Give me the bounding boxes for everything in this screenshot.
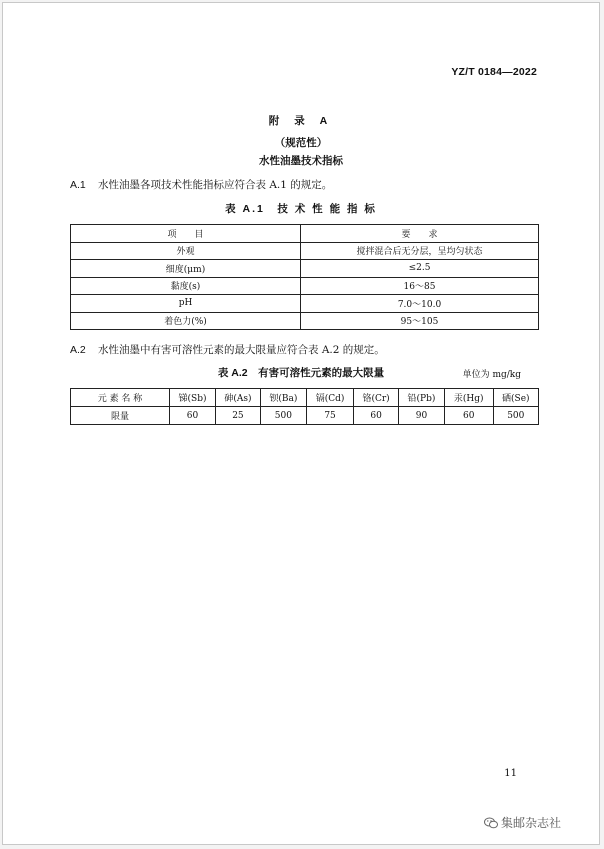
appendix-title: 附 录 A: [268, 115, 334, 127]
appendix-subject: 水性油墨技术指标: [259, 155, 343, 167]
table-cell: 着色力(%): [71, 312, 301, 330]
table-header-cell: 硒(Se): [493, 389, 538, 407]
table-cell: 90: [399, 407, 445, 425]
table-cell: 60: [354, 407, 399, 425]
watermark-text: 集邮杂志社: [501, 816, 562, 830]
table-cell: 95～105: [301, 312, 539, 330]
table-cell: 500: [260, 407, 306, 425]
table-cell: 25: [216, 407, 261, 425]
table-cell: pH: [71, 295, 301, 313]
table-header-cell: 元 素 名 称: [71, 389, 170, 407]
table-cell: 60: [444, 407, 493, 425]
table-header-cell: 砷(As): [216, 389, 261, 407]
clause-number: A.1: [70, 179, 86, 191]
table-a2-unit: 单位为 mg/kg: [462, 370, 521, 380]
clause-a1: [70, 177, 332, 192]
table-row: [71, 242, 539, 260]
table-row: [71, 260, 539, 278]
table-cell: 16～85: [301, 277, 539, 295]
table-header-cell: 锑(Sb): [170, 389, 216, 407]
table-cell: 500: [493, 407, 538, 425]
table-header-cell: 铅(Pb): [399, 389, 445, 407]
table-header-cell: 镉(Cd): [306, 389, 353, 407]
wechat-icon: [484, 817, 498, 829]
table-row: [71, 407, 539, 425]
appendix-nature: （规范性）: [274, 137, 328, 149]
table-header-cell: 铬(Cr): [354, 389, 399, 407]
table-a1-caption: 表 A.1 技 术 性 能 指 标: [225, 203, 377, 215]
table-a1: [70, 224, 539, 330]
table-cell: 75: [306, 407, 353, 425]
table-header-cell: 要 求: [301, 225, 539, 243]
table-cell: 7.0～10.0: [301, 295, 539, 313]
table-header-cell: 钡(Ba): [260, 389, 306, 407]
table-row: [71, 295, 539, 313]
table-header-row: [71, 225, 539, 243]
table-cell: 细度(μm): [71, 260, 301, 278]
page-number: 11: [504, 768, 517, 779]
document-page: [2, 2, 600, 845]
table-a2: [70, 388, 539, 425]
clause-number: A.2: [70, 344, 86, 356]
table-cell: 黏度(s): [71, 277, 301, 295]
table-cell: 搅拌混合后无分层，呈均匀状态: [301, 242, 539, 260]
table-cell: ≤2.5: [301, 260, 539, 278]
table-row: [71, 277, 539, 295]
clause-a2: [70, 342, 385, 357]
clause-text: 水性油墨各项技术性能指标应符合表 A.1 的规定。: [98, 179, 333, 191]
table-header-cell: 项 目: [71, 225, 301, 243]
watermark: [484, 814, 561, 831]
table-a2-caption: 表 A.2 有害可溶性元素的最大限量: [217, 367, 385, 379]
standard-code: YZ/T 0184—2022: [451, 66, 537, 78]
table-cell: 60: [170, 407, 216, 425]
table-header-cell: 汞(Hg): [444, 389, 493, 407]
clause-text: 水性油墨中有害可溶性元素的最大限量应符合表 A.2 的规定。: [98, 344, 385, 356]
table-row: [71, 312, 539, 330]
table-cell: 外观: [71, 242, 301, 260]
table-header-row: [71, 389, 539, 407]
table-cell: 限量: [71, 407, 170, 425]
